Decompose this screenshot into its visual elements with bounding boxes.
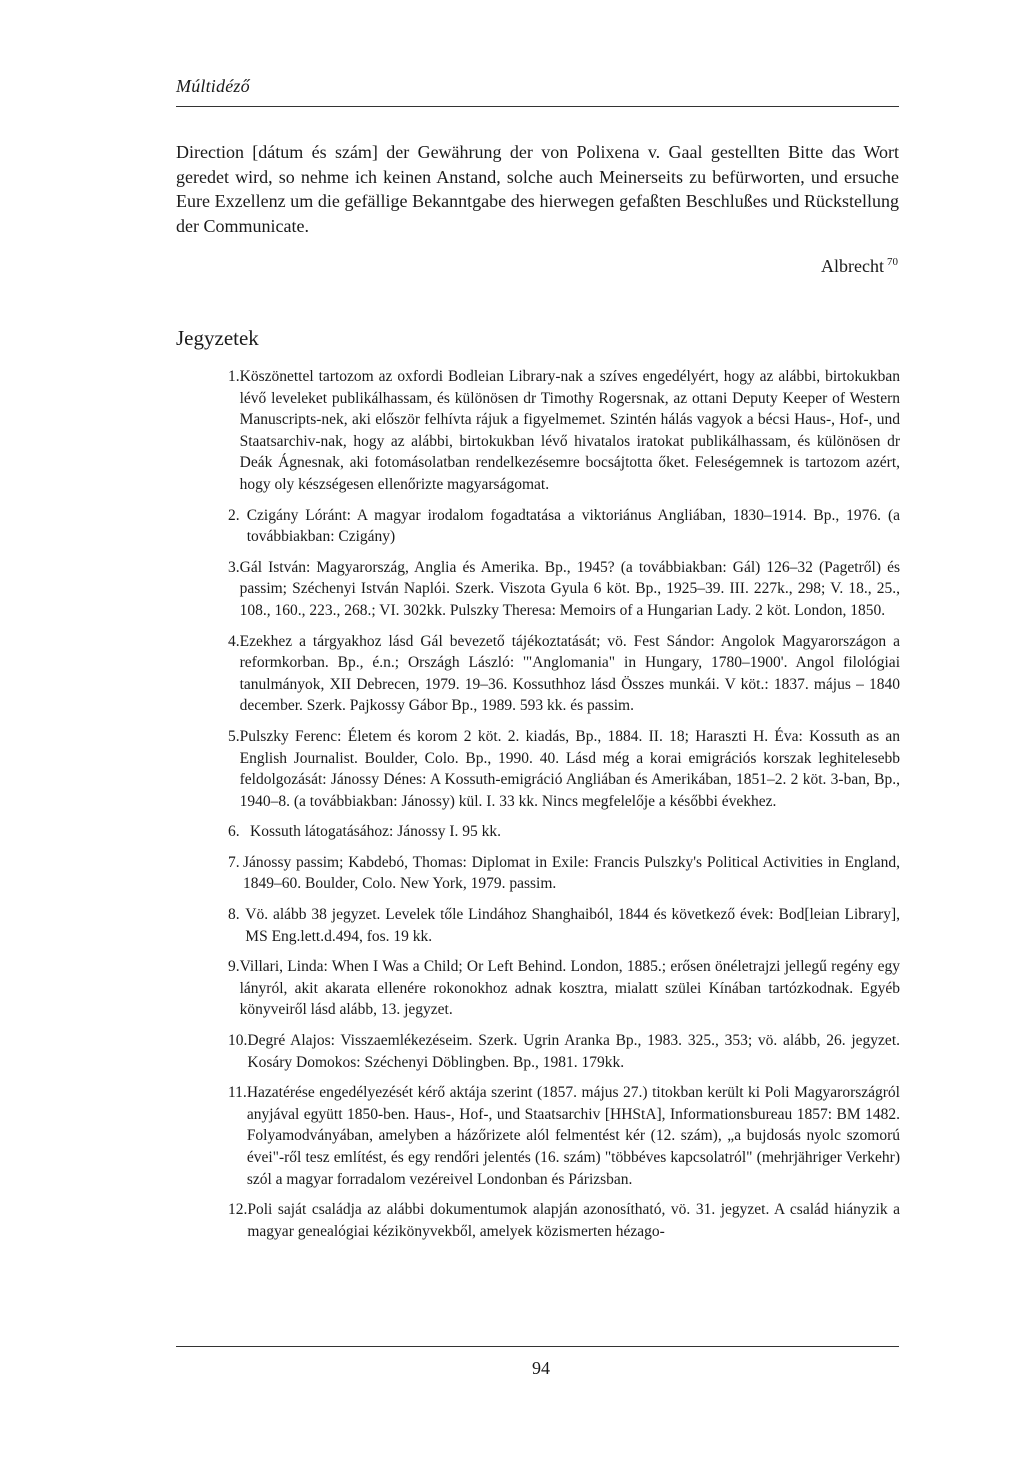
page-number: 94: [532, 1358, 550, 1378]
note-item: [228, 821, 900, 843]
note-number: 2.: [228, 506, 240, 524]
note-number: 4.: [228, 632, 240, 650]
note-text: Hazatérése engedélyezését kérő aktája szerint (1857. május 27.) titokban került ki Poli Magyarországról anyjával együtt 1850-ben. Haus-, Hof-, und Staatsarchiv [HHStA], Informationsbureau 1857: BM 1482. Folyamodványában, amelyben a házőrizete alól felmentést kér (12. szám), „a bujdosás nyolc szomorú évei"-ről tesz említést, és egy rendőri jelentés (16. szám) "többéves kapcsolatról" (mehrjähriger Verkehr) szól a magyar forradalom vezéreivel Londonban és Párizsban.: [246, 1084, 900, 1188]
note-text: Gál István: Magyarország, Anglia és Amerika. Bp., 1945? (a továbbiakban: Gál) 126–32 (Pagetről) és passim; Széchenyi István Naplói. Szerk. Viszota Gyula 6 köt. Bp., 1925–39. III. 227k., 298; V. 18., 25., 108., 160., 223., 268.; VI. 302kk. Pulszky Theresa: Memoirs of a Hungarian Lady. 2 köt. London, 1850.: [239, 558, 900, 619]
note-item: [228, 904, 900, 947]
letter-signature: [821, 256, 898, 277]
note-item: [228, 366, 900, 496]
note-number: 1.: [228, 368, 240, 385]
note-number: 7.: [228, 853, 240, 871]
note-number: 9.: [228, 958, 240, 976]
note-text: Vö. alább 38 jegyzet. Levelek tőle Lindához Shanghaiból, 1844 és következő évek: Bod[leian Library], MS Eng.lett.d.494, fos. 19 kk.: [245, 906, 900, 945]
letter-body: Direction [dátum és szám] der Gewährung der von Polixena v. Gaal gestellten Bitte das Wort geredet wird, so nehme ich keinen Anstand, solche auch Meinerseits zu befürworten, und ersuche Eure Exzellenz um die gefällige Bekanntgabe des hierwegen gefaßten Beschlußes und Rückstellung der Communicate.: [176, 142, 899, 236]
page-number-wrap: [0, 1358, 1024, 1379]
note-item: [228, 726, 900, 812]
note-number: 6.: [228, 823, 240, 841]
note-item: [228, 557, 900, 622]
note-text: Villari, Linda: When I Was a Child; Or Left Behind. London, 1885.; erősen önéletrajzi jellegű regény egy lányról, akit akarata ellenére rokonokhoz adnak kosztra, mialatt szülei Kínában tartózkodnak. Egyéb könyveiről lásd alább, 13. jegyzet.: [239, 958, 900, 1019]
note-item: [228, 852, 900, 895]
note-item: [228, 1082, 900, 1190]
note-text: Czigány Lóránt: A magyar irodalom fogadtatása a viktoriánus Angliában, 1830–1914. Bp., 1976. (a továbbiakban: Czigány): [246, 506, 900, 546]
running-title: Múltidéző: [176, 76, 250, 96]
notes-heading: Jegyzetek: [176, 326, 259, 350]
signature-name: Albrecht: [821, 256, 884, 276]
note-number: 8.: [228, 906, 240, 924]
signature-note-ref: 70: [887, 256, 898, 268]
note-number: 12.: [228, 1201, 248, 1219]
note-text: Jánossy passim; Kabdebó, Thomas: Diplomat in Exile: Francis Pulszky's Political Activities in England, 1849–60. Boulder, Colo. New York, 1979. passim.: [243, 853, 900, 893]
note-number: 10.: [228, 1032, 248, 1050]
note-number: 11.: [228, 1084, 247, 1102]
note-text: Ezekhez a tárgyakhoz lásd Gál bevezető tájékoztatását; vö. Fest Sándor: Angolok Magyarországon a reformkorban. Bp., é.n.; Országh László: '"Anglomania" in Hungary, 1780–1900'. Angol filológiai tanulmányok, XII Debrecen, 1979. 19–36. Kossuthhoz lásd Összes munkái. V köt.: 1837. május – 1840 december. Szerk. Pajkossy Gábor Bp., 1989. 593 kk. és passim.: [239, 632, 900, 715]
note-number: 5.: [228, 727, 240, 745]
note-text: Pulszky Ferenc: Életem és korom 2 köt. 2. kiadás, Bp., 1884. II. 18; Haraszti H. Éva: Kossuth as an English Journalist. Boulder, Colo. Bp., 1990. 40. Lásd még a korai emigrációs korszak leghitelesebb feldolgozását: Jánossy Dénes: A Kossuth-emigráció Angliában és Amerikában, 1851–2. 2 köt. 3-ban, Bp., 1940–8. (a továbbiakban: Jánossy) kül. I. 33 kk. Nincs megfelelője a későbbi évekhez.: [239, 727, 900, 810]
note-number: 3.: [228, 558, 240, 576]
note-text: Poli saját családja az alábbi dokumentumok alapján azonosítható, vö. 31. jegyzet. A család hiányzik a magyar genealógiai kézikönyvekből, amelyek közismerten hézago-: [247, 1201, 900, 1240]
header-rule: [176, 106, 899, 107]
note-item: [228, 1030, 900, 1073]
notes-list: [228, 366, 900, 1251]
note-item: [228, 956, 900, 1021]
note-item: [228, 505, 900, 548]
note-item: [228, 631, 900, 717]
note-item: [228, 1199, 900, 1242]
note-text: Köszönettel tartozom az oxfordi Bodleian Library-nak a szíves engedélyért, hogy az alábbi, birtokukban lévő leveleket publikálhassam, és különösen dr Timothy Rogersnak, az ottani Deputy Keeper of Western Manuscripts-nek, aki először felhívta rájuk a figyelmemet. Szintén hálás vagyok a bécsi Haus-, Hof-, und Staatsarchiv-nak, hogy az alábbi, birtokukban lévő hivatalos iratokat publikálhassam, és különösen dr Deák Ágnesnak, aki fotomásolatban rendelkezésemre bocsájtotta őket. Feleségemnek is tartozom azért, hogy oly készségesen ellenőrizte magyarságomat.: [239, 368, 900, 493]
footer-rule: [176, 1346, 899, 1347]
note-text: Degré Alajos: Visszaemlékezéseim. Szerk. Ugrin Aranka Bp., 1983. 325., 353; vö. alább, 26. jegyzet. Kosáry Domokos: Széchenyi Döblingben. Bp., 1981. 179kk.: [247, 1032, 900, 1071]
note-text: Kossuth látogatásához: Jánossy I. 95 kk.: [250, 823, 501, 841]
